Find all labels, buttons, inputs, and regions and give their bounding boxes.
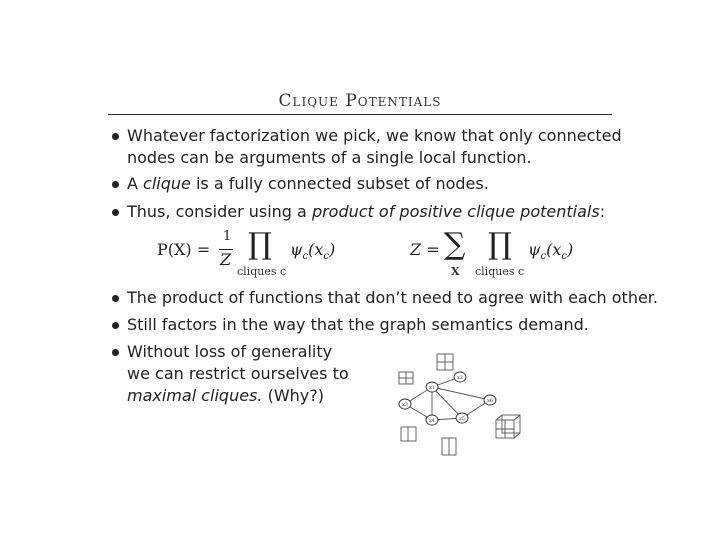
bullet-dot [112, 295, 119, 302]
bullet-text: : [599, 202, 606, 221]
bullet-text: Thus, consider using a [127, 202, 312, 221]
eq-product-subscript-2: cliques c [475, 265, 525, 278]
eq-product-symbol: ∏ [248, 227, 272, 262]
bullet-maximal-cliques [112, 341, 349, 407]
bullet-product-functions [112, 287, 658, 309]
graph-node-label: x4 [428, 418, 436, 424]
eq-product-subscript: cliques c [237, 265, 287, 278]
bullet-dot [112, 181, 119, 188]
eq-sum-symbol: ∑ [444, 227, 466, 262]
bullet-text: (Why?) [262, 386, 324, 405]
bullet-line: Whatever factorization we pick, we know that only connected [127, 126, 622, 145]
eq-psi: $\psi_c(x_c)$ [290, 240, 336, 263]
graph-node-label: x5 [458, 416, 466, 422]
potential-table-top [437, 354, 453, 370]
potential-table-left-bottom [401, 427, 416, 441]
graph-node-label: x6 [486, 398, 494, 404]
eq-frac-one: 1 [223, 229, 232, 244]
bullet-emphasis: product of positive clique potentials [311, 202, 600, 221]
bullet-text: Still factors in the way that the graph semantics demand. [127, 315, 589, 334]
potential-table-left-top [399, 372, 413, 384]
bullet-factorization [112, 125, 622, 169]
eq-z-lhs: Z = [410, 240, 440, 259]
bullet-emphasis: maximal cliques. [127, 386, 263, 405]
bullet-line: nodes can be arguments of a single local function. [127, 148, 532, 167]
clique-graph-figure [380, 340, 540, 458]
graph-node-label: x2 [456, 375, 464, 381]
graph-edge [432, 387, 490, 400]
bullet-dot [112, 349, 119, 356]
slide-title: Clique Potentials [278, 91, 442, 111]
bullet-text: is a fully connected subset of nodes. [190, 174, 489, 193]
bullet-dot [112, 209, 119, 216]
bullet-line: Without loss of generality [127, 342, 333, 361]
graph-edge [432, 387, 462, 418]
eq-frac-z: Z [220, 250, 232, 269]
bullet-graph-semantics [112, 314, 589, 336]
bullet-line: we can restrict ourselves to [127, 364, 349, 383]
graph-node-label: x1 [428, 385, 436, 391]
bullet-text: The product of functions that don’t need to agree with each other. [127, 288, 658, 307]
bullet-product-potentials [112, 201, 605, 223]
bullet-dot [112, 322, 119, 329]
eq-p-lhs: P(X) = [157, 240, 211, 259]
eq-sum-subscript: X [451, 265, 460, 278]
bullet-clique-definition [112, 173, 489, 195]
eq-product-symbol-2: ∏ [488, 227, 512, 262]
bullet-text: A [127, 174, 144, 193]
bullet-emphasis: clique [143, 174, 191, 193]
potential-table-3d [496, 415, 520, 438]
bullet-dot [112, 133, 119, 140]
eq-psi-2: $\psi_c(x_c)$ [528, 240, 574, 263]
potential-table-bottom [442, 438, 456, 455]
title-rule [108, 114, 612, 115]
graph-node-label: x3 [401, 402, 409, 408]
